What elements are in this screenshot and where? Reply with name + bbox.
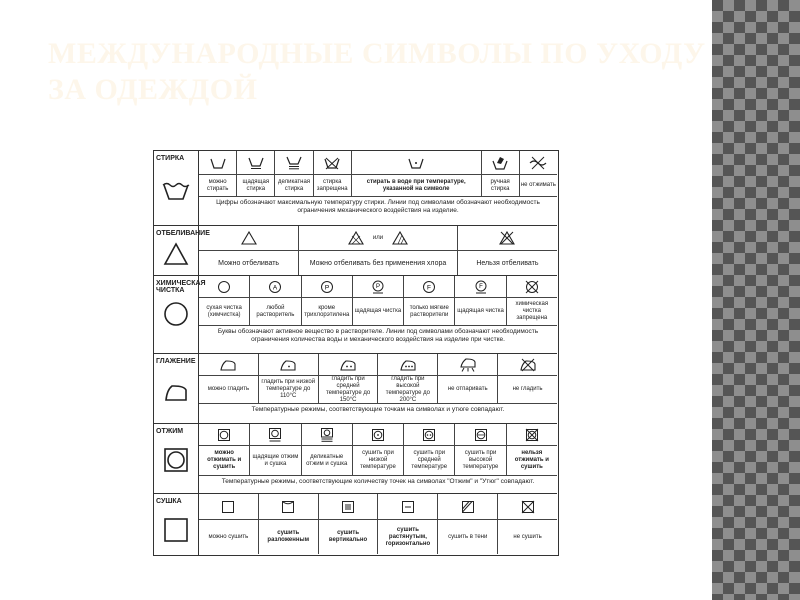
spin-label-row	[199, 446, 557, 476]
spin-grid	[199, 424, 557, 493]
hand-wash-icon	[482, 151, 520, 174]
no-tumble-icon	[507, 424, 557, 445]
iron-label: можно гладить	[199, 376, 259, 403]
drip-dry-icon	[319, 494, 379, 519]
wash-label: стирка запрещена	[314, 175, 352, 196]
tumble-delicate-icon	[302, 424, 353, 445]
iron-note: Температурные режимы, соответствующие точкам на символах и утюге совпадают.	[251, 406, 505, 413]
wash-label: можно стирать	[199, 175, 237, 196]
dryclean-icon	[199, 276, 250, 297]
category-label: ГЛАЖЕНИЕ	[156, 358, 196, 365]
spin-icon-row	[199, 424, 557, 446]
category-label: СУШКА	[156, 498, 182, 505]
decorative-checker-border	[712, 0, 800, 600]
category-label: СТИРКА	[156, 155, 185, 162]
dry-label: не сушить	[513, 533, 542, 540]
wash-note: Цифры обозначают максимальную температуру стирки. Линии под символами обозначают необходимость ограничения механического воздействия на изделие.	[216, 199, 540, 214]
no-chlorine-icon	[347, 231, 365, 245]
wash-label: деликатная стирка	[275, 175, 313, 196]
dryclean-label: только мягкие растворители	[404, 298, 455, 325]
spin-label: щадящие отжим и сушка	[250, 446, 301, 475]
iron-any-icon	[199, 354, 259, 375]
section-dry	[154, 493, 557, 555]
iron-high-icon	[378, 354, 438, 375]
iron-label: гладить при низкой температуре до 110°С	[259, 376, 319, 403]
bleach-label: Можно отбеливать	[199, 251, 299, 275]
no-dryclean-icon	[507, 276, 557, 297]
wash-label: не отжимать	[520, 182, 556, 188]
dryclean-f-icon	[404, 276, 455, 297]
wash-label: ручная стирка	[482, 175, 520, 196]
category-dryclean	[154, 276, 206, 353]
wash-tub-icon	[162, 177, 190, 205]
solvent-letter: A	[273, 283, 278, 291]
dryclean-note: Буквы обозначают активное вещество в растворителе. Линии под символами обозначают необходимость ограничения количества воды и механического воздействия на изделие при чистке.	[217, 328, 539, 343]
iron-icon-row	[199, 354, 557, 376]
wash-label: стирать в воде при температуре, указанной на символе	[352, 175, 482, 196]
section-iron	[154, 353, 557, 423]
dryclean-p-gentle-icon	[353, 276, 404, 297]
bleach-no-chlorine-group	[299, 226, 458, 250]
dryclean-label: химическая чистка запрещена	[515, 301, 549, 321]
dryclean-f-gentle-icon	[455, 276, 506, 297]
category-dry	[154, 494, 199, 555]
iron-label: не отпаривать	[438, 376, 498, 403]
delicate-wash-icon	[275, 151, 313, 174]
spin-label: сушить при высокой температуре	[455, 446, 506, 475]
dry-label: можно сушить	[199, 520, 259, 554]
line-dry-icon	[259, 494, 319, 519]
flat-dry-icon	[378, 494, 438, 519]
dry-label: сушить в тени	[438, 520, 498, 554]
section-bleach	[154, 225, 557, 275]
section-spin	[154, 423, 557, 493]
iron-icon	[162, 378, 190, 406]
dryclean-label: сухая чистка (химчистка)	[199, 298, 250, 325]
tumble-medium-icon	[404, 424, 455, 445]
dry-label: сушить вертикально	[319, 520, 379, 554]
tumble-dry-icon	[162, 446, 190, 474]
dryclean-label-row	[199, 298, 557, 326]
section-dryclean	[154, 275, 557, 353]
bleach-icon-row	[199, 226, 557, 251]
dryclean-icon-row	[199, 276, 557, 298]
tumble-gentle-icon	[250, 424, 301, 445]
no-iron-icon	[498, 354, 557, 375]
dryclean-a-icon	[250, 276, 301, 297]
category-label: ХИМИЧЕСКАЯ ЧИСТКА	[156, 280, 206, 294]
category-spin	[154, 424, 199, 493]
dryclean-label: кроме трихлорэтилена	[302, 298, 353, 325]
wash-label: щадящая стирка	[237, 175, 275, 196]
solvent-letter: F	[427, 283, 432, 291]
category-iron	[154, 354, 199, 423]
dry-label: сушить растянутым, горизонтально	[378, 520, 438, 554]
dryclean-label: щадящая чистка	[455, 298, 506, 325]
gentle-wash-icon	[237, 151, 275, 174]
no-dry-icon	[498, 494, 557, 519]
iron-label: гладить при средней температуре до 150°С	[319, 376, 379, 403]
solvent-letter: P	[324, 283, 329, 291]
category-label: ОТЖИМ	[156, 428, 184, 435]
dry-icon-row	[199, 494, 557, 520]
dryclean-p-icon	[302, 276, 353, 297]
spin-label: сушить при низкой температуре	[353, 446, 404, 475]
solvent-letter: P	[375, 283, 380, 290]
spin-note: Температурные режимы, соответствующие количеству точек на символах "Отжим" и "Утюг" совпадают.	[221, 478, 535, 485]
bleach-label-row	[199, 251, 557, 275]
oxygen-bleach-icon	[391, 231, 409, 245]
iron-label: не гладить	[512, 386, 543, 392]
dry-icon	[199, 494, 259, 519]
dry-label: сушить разложенным	[259, 520, 319, 554]
dryclean-circle-icon	[162, 300, 190, 328]
iron-grid	[199, 354, 557, 423]
no-steam-icon	[438, 354, 498, 375]
iron-label: гладить при высокой температуре до 200°С	[378, 376, 438, 403]
category-bleach	[154, 226, 210, 275]
section-wash	[154, 151, 557, 225]
tumble-low-icon	[353, 424, 404, 445]
wash-grid	[199, 151, 557, 225]
tumble-high-icon	[455, 424, 506, 445]
spin-label: сушить при средней температуре	[404, 446, 455, 475]
wash-icon-row	[199, 151, 557, 175]
care-symbols-chart	[153, 150, 559, 556]
bleach-icon	[199, 226, 299, 250]
dryclean-label: любой растворитель	[250, 298, 301, 325]
iron-low-icon	[259, 354, 319, 375]
dry-square-icon	[162, 516, 190, 544]
no-wring-icon	[520, 151, 557, 174]
dryclean-label: щадящая чистка	[353, 298, 404, 325]
iron-label-row	[199, 376, 557, 404]
tumble-icon	[199, 424, 250, 445]
no-wash-icon	[314, 151, 352, 174]
spin-label: можно отжимать и сушить	[199, 446, 250, 475]
bleach-label: Нельзя отбеливать	[476, 259, 539, 267]
or-label: или	[372, 234, 384, 241]
wash-icon	[199, 151, 237, 174]
category-wash	[154, 151, 199, 225]
slide-title: МЕЖДУНАРОДНЫЕ СИМВОЛЫ ПО УХОДУ ЗА ОДЕЖДОЙ	[48, 37, 706, 106]
spin-label: нельзя отжимать и сушить	[514, 450, 549, 470]
bleach-label: Можно отбеливать без применения хлора	[299, 251, 458, 275]
no-bleach-icon	[458, 226, 557, 250]
wash-label-row	[199, 175, 557, 197]
dry-label-row	[199, 520, 557, 554]
wash-temp-icon	[352, 151, 482, 174]
shade-dry-icon	[438, 494, 498, 519]
bleach-triangle-icon	[162, 240, 190, 268]
dry-grid	[199, 494, 557, 554]
category-label: ОТБЕЛИВАНИЕ	[156, 230, 210, 237]
dryclean-grid	[199, 276, 557, 353]
solvent-letter: F	[478, 283, 483, 290]
bleach-grid	[199, 226, 557, 275]
spin-label: деликатные отжим и сушка	[302, 446, 353, 475]
iron-medium-icon	[319, 354, 379, 375]
